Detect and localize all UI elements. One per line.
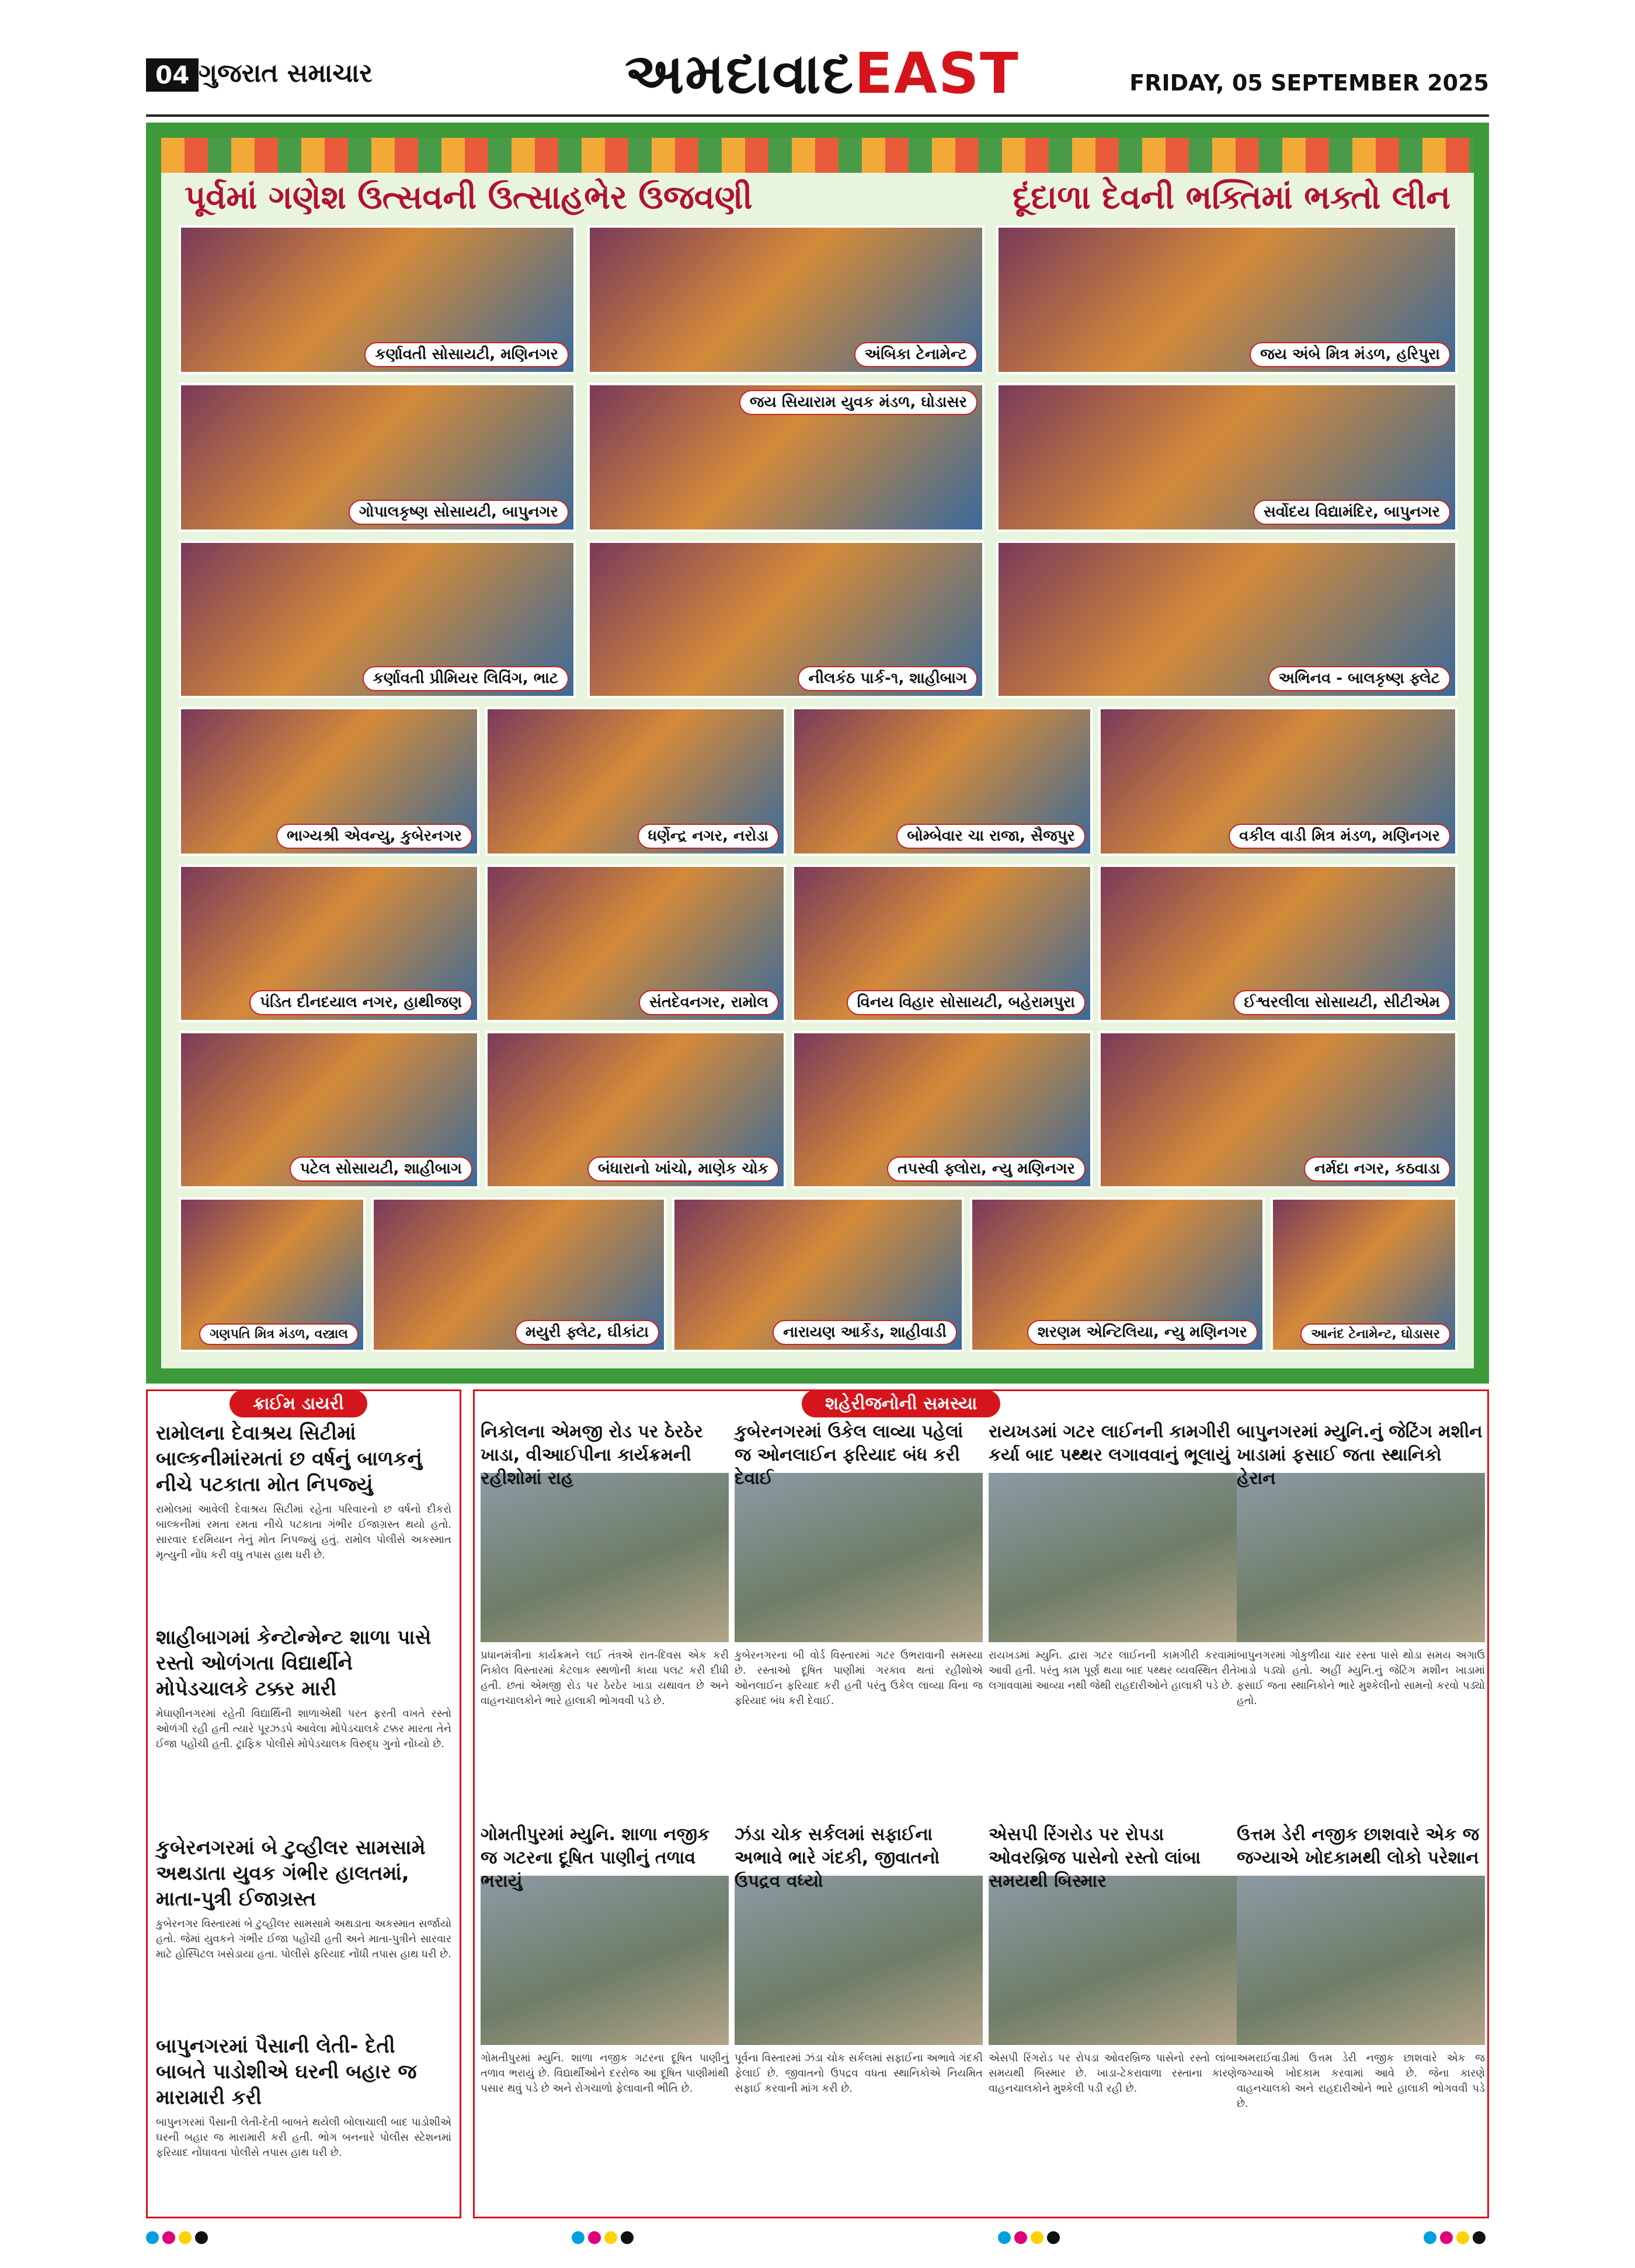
photo-card [587,225,985,374]
photo-card [970,1197,1265,1352]
photo-caption: અંબિકા ટેનામેન્ટ [854,342,977,367]
story-body: રામોલમાં આવેલી દેવાશ્રય સિટીમાં રહેતા પરિવારનો છ વર્ષનો દીકરો બાલ્કનીમાં રમતા રમતા નીચે પટકાતા ગંભીર ઈજાગ્રસ્ત થયો હતો. સારવાર દરમિયાન તેનું મોત નિપજ્યું હતું. રામોલ પોલીસે અકસ્માત મૃત્યુની નોંધ કરી વધુ તપાસ હાથ ધરી છે. [156,1503,451,1561]
crime-story [156,1835,451,1962]
magenta-dot-icon [1014,2231,1027,2244]
news-section [146,1389,1489,2218]
photo-card [485,707,786,856]
photo-caption: કર્ણાવતી પ્રીમિયર લિવિંગ, ભાટ [363,666,569,691]
card-photo [1237,1473,1485,1642]
magenta-dot-icon [162,2231,175,2244]
photo-card [485,865,786,1022]
photo-card [1271,1197,1457,1352]
photo-card [996,383,1457,532]
photo-card [1098,1031,1457,1189]
edition-east: EAST [854,41,1020,106]
card-photo [481,1876,729,2045]
reg-mark-group [572,2231,637,2246]
photo-caption: જય અંબે મિત્ર મંડળ, હરિપુરા [1250,342,1450,367]
photo-card [179,1197,366,1352]
card-photo [989,1473,1237,1642]
photo-caption: ગણપતિ મિત્ર મંડળ, વસ્ત્રાલ [199,1323,359,1345]
photo-card [996,541,1457,698]
yellow-dot-icon [1456,2231,1469,2244]
card-photo [481,1473,729,1642]
yellow-dot-icon [1031,2231,1043,2244]
story-headline: કુબેરનગરમાં બે ટુવ્હીલર સામસામે અથડાતા યુવક ગંભીર હાલતમાં, માતા-પુત્રી ઈજાગ્રસ્ત [156,1836,426,1911]
photo-caption: સર્વોદય વિદ્યામંદિર, બાપુનગર [1253,500,1450,525]
card-headline: નિકોલના એમજી રોડ પર ઠેરઠેર ખાડા, વીઆઈપીના કાર્યક્રમની રહીશોમાં રાહ [481,1422,703,1489]
edition-guj: અમદાવાદ [625,41,855,106]
card-body: રાયખડમાં મ્યુનિ. દ્વારા ગટર લાઈનની કામગીરી કરવામાં આવી હતી. પરંતુ કામ પૂર્ણ થયા બાદ પથ્થર વ્યવસ્થિત રીતે લગાવવામાં આવ્યા નથી જેથી રાહદારીઓને હાલાકી પડે છે. [989,1649,1237,1692]
photo-caption: જય સિયારામ યુવક મંડળ, ઘોડાસર [739,390,977,415]
cyan-dot-icon [1424,2231,1436,2244]
photo-caption: ધર્ણેન્દ્ર નગર, નરોડા [638,824,779,849]
card-body: કુબેરનગરના બી વોર્ડ વિસ્તારમાં ગટર ઉભરાવાની સમસ્યા છે. રસ્તાઓ દૂષિત પાણીમાં ગરકાવ થતાં રહીશોએ ઓનલાઈન ફરિયાદ કરી હતી પરંતુ ઉકેલ લાવ્યા વિના જ ફરિયાદ બંધ કરી દેવાઈ. [735,1649,983,1707]
photo-card [179,865,479,1022]
civic-card [735,1823,983,2096]
civic-issues-tag: શહેરીજનોની સમસ્યા [802,1390,1000,1417]
card-body: એસપી રિંગરોડ પર રોપડા ઓવરબ્રિજ પાસેનો રસ્તો લાંબા સમયથી બિસ્માર છે. ખાડા-ટેકરાવાળા રસ્તાના કારણે વાહનચાલકોને મુશ્કેલી પડી રહી છે. [989,2052,1237,2095]
crime-story [156,2033,451,2161]
photo-caption: આનંદ ટેનામેન્ટ, ઘોડાસર [1300,1323,1450,1345]
photo-card [179,383,576,532]
photo-card [672,1197,964,1352]
story-headline: શાહીબાગમાં કેન્ટોન્મેન્ટ શાળા પાસે રસ્તો ઓળંગતા વિદ્યાર્થીને મોપેડચાલકે ટક્કર મારી [156,1626,432,1701]
civic-card [735,1420,983,1709]
yellow-dot-icon [179,2231,192,2244]
photo-caption: નીલકંઠ પાર્ક-૧, શાહીબાગ [798,666,977,691]
photo-card [587,541,985,698]
flower-garland-decoration [161,138,1474,173]
reg-mark-group [146,2231,211,2246]
photo-card [179,1031,479,1189]
photo-caption: નર્મદા નગર, કઠવાડા [1304,1156,1450,1182]
card-headline: કુબેરનગરમાં ઉકેલ લાવ્યા પહેલાં જ ઓનલાઈન ફરિયાદ બંધ કરી દેવાઈ [735,1422,963,1489]
card-body: ગોમતીપુરમાં મ્યુનિ. શાળા નજીક ગટરના દૂષિત પાણીનું તળાવ ભરાયું છે. વિદ્યાર્થીઓને દરરોજ આ દૂષિત પાણીમાંથી પસાર થવું પડે છે અને રોગચાળો ફેલાવાની ભીતિ છે. [481,2052,729,2095]
black-dot-icon [1047,2231,1060,2244]
photo-caption: પટેલ સોસાયટી, શાહીબાગ [290,1156,472,1182]
card-photo [989,1876,1237,2045]
festival-headline-left: પૂર્વમાં ગણેશ ઉત્સવની ઉત્સાહભેર ઉજવણી [185,179,753,217]
festival-photo-section [146,123,1489,1384]
card-headline: ઝંડા ચોક સર્કલમાં સફાઈના અભાવે ભારે ગંદકી, જીવાતનો ઉપદ્રવ વધ્યો [735,1824,940,1891]
crime-diary-tag: ક્રાઈમ ડાયરી [229,1390,367,1417]
photo-card [792,865,1093,1022]
photo-card [485,1031,786,1189]
story-body: બાપુનગરમાં પૈસાની લેતી-દેતી બાબતે થયેલી બોલાચાલી બાદ પાડોશીએ ઘરની બહાર જ મારામારી કરી હતી. ભોગ બનનારે પોલીસ સ્ટેશનમાં ફરિયાદ નોંધાવતા પોલીસે તપાસ હાથ ધરી છે. [156,2116,451,2159]
yellow-dot-icon [604,2231,617,2244]
photo-card [179,707,479,856]
photo-caption: ગોપાલકૃષ્ણ સોસાયટી, બાપુનગર [349,500,569,525]
story-headline: રામોલના દેવાશ્રય સિટીમાં બાલ્કનીમાંરમતાં છ વર્ષનું બાળકનું નીચે પટકાતા મોત નિપજ્યું [156,1422,422,1496]
crime-diary-column [146,1389,461,2218]
photo-card [179,541,576,698]
photo-caption: શરણમ એન્ટિલિયા, ન્યુ મણિનગર [1027,1320,1258,1345]
story-body: મેઘાણીનગરમાં રહેતી વિદ્યાર્થિની શાળાએથી પરત ફરતી વખતે રસ્તો ઓળંગી રહી હતી ત્યારે પૂરઝડપે આવેલા મોપેડચાલકે ટક્કર મારતા તેને ઈજા પહોંચી હતી. ટ્રાફિક પોલીસે મોપેડચાલક વિરુદ્ધ ગુનો નોંધ્યો છે. [156,1708,451,1750]
photo-card [371,1197,666,1352]
card-headline: ગોમતીપુરમાં મ્યુનિ. શાળા નજીક જ ગટરના દૂષિત પાણીનું તળાવ ભરાયું [481,1824,710,1891]
civic-card [1237,1420,1485,1709]
crime-story [156,1420,451,1563]
card-body: પૂર્વના વિસ્તારમાં ઝંડા ચોક સર્કલમાં સફાઈના અભાવે ગંદકી ફેલાઈ છે. જીવાતનો ઉપદ્રવ વધતા સ્થાનિકોએ નિયમિત સફાઈ કરવાની માંગ કરી છે. [735,2052,983,2095]
cyan-dot-icon [146,2231,159,2244]
card-body: બાપુનગરમાં ગોકુળીયા ચાર રસ્તા પાસે થોડા સમય અગાઉ ખાડો પડ્યો હતો. અહીં મ્યુનિ.નું જેટિંગ મશીન ખાડામાં ફસાઈ જતા સ્થાનિકોને ભારે મુશ્કેલીનો સામનો કરવો પડ્યો હતો. [1237,1649,1485,1707]
cyan-dot-icon [998,2231,1011,2244]
photo-caption: ભાગ્યશ્રી એવન્યુ, કુબેરનગર [276,824,472,849]
photo-caption: વિનય વિહાર સોસાયટી, બહેરામપુરા [847,990,1086,1015]
card-photo [735,1876,983,2045]
civic-card [481,1420,729,1709]
civic-card [1237,1823,1485,2112]
cyan-dot-icon [572,2231,585,2244]
crime-story [156,1625,451,1752]
photo-card [587,383,985,532]
registration-marks [146,2230,1489,2248]
masthead [146,35,1489,117]
photo-caption: વકીલ વાડી મિત્ર મંડળ, મણિનગર [1229,824,1450,849]
photo-caption: નારાયણ આર્કેડ, શાહીવાડી [773,1320,957,1345]
photo-card [179,225,576,374]
civic-card [989,1823,1237,2096]
photo-card [792,1031,1093,1189]
photo-caption: મયુરી ફ્લેટ, ઘીકાંટા [515,1320,659,1345]
photo-caption: ઈશ્વરલીલા સોસાયટી, સીટીએમ [1233,990,1450,1015]
card-body: પ્રધાનમંત્રીના કાર્યક્રમને લઈ તંત્રએ રાત-દિવસ એક કરી નિકોલ વિસ્તારમાં કેટલાક સ્થળોની કાયા પલટ કરી દીધી હતી. છતાં એમજી રોડ પર ઠેરઠેર ખાડા યથાવત છે અને વાહનચાલકોને ભારે હાલાકી ભોગવવી પડે છે. [481,1649,729,1707]
photo-caption: અભિનવ - બાલકૃષ્ણ ફ્લેટ [1268,666,1450,691]
card-photo [735,1473,983,1642]
civic-card [481,1823,729,2096]
black-dot-icon [1473,2231,1486,2244]
civic-card [989,1420,1237,1694]
card-body: અમરાઈવાડીમાં ઉત્તમ ડેરી નજીક છાશવારે એક જ જગ્યાએ ખોદકામ કરવામાં આવે છે. જેના કારણે વાહનચાલકો અને રાહદારીઓને ભારે હાલાકી ભોગવવી પડે છે. [1237,2052,1485,2110]
card-photo [1237,1876,1485,2045]
photo-caption: સંતદેવનગર, રામોલ [639,990,779,1015]
photo-caption: કર્ણાવતી સોસાયટી, મણિનગર [364,342,569,367]
photo-card [1098,865,1457,1022]
story-body: કુબેરનગર વિસ્તારમાં બે ટુવ્હીલર સામસામે અથડાતા અકસ્માત સર્જાયો હતો. જેમાં યુવકને ગંભીર ઈજા પહોંચી હતી અને માતા-પુત્રીને સારવાર માટે હોસ્પિટલ ખસેડાયા હતા. પોલીસે ફરિયાદ નોંધી તપાસ હાથ ધરી છે. [156,1918,451,1960]
card-headline: ઉત્તમ ડેરી નજીક છાશવારે એક જ જગ્યાએ ખોદકામથી લોકો પરેશાન [1237,1824,1480,1868]
reg-mark-group [1424,2231,1489,2246]
card-headline: રાયખડમાં ગટર લાઈનની કામગીરી કર્યા બાદ પથ્થર લગાવવાનું ભૂલાયું [989,1422,1231,1465]
civic-issues-section [473,1389,1489,2218]
paper-name: ગુજરાત સમાચાર [199,58,373,88]
black-dot-icon [195,2231,208,2244]
black-dot-icon [621,2231,634,2244]
page-number: 04 [146,58,199,92]
card-headline: બાપુનગરમાં મ્યુનિ.નું જેટિંગ મશીન ખાડામાં ફસાઈ જતા સ્થાનિકો હેરાન [1237,1422,1483,1489]
photo-card [792,707,1093,856]
issue-date: FRIDAY, 05 SEPTEMBER 2025 [1129,70,1489,96]
photo-caption: પંડિત દીનદયાલ નગર, હાથીજણ [249,990,472,1015]
magenta-dot-icon [588,2231,601,2244]
card-headline: એસપી રિંગરોડ પર રોપડા ઓવરબ્રિજ પાસેનો રસ્તો લાંબા સમયથી બિસ્માર [989,1824,1201,1891]
story-headline: બાપુનગરમાં પૈસાની લેતી- દેતી બાબતે પાડોશીએ ઘરની બહાર જ મારામારી કરી [156,2034,417,2109]
photo-caption: બંધારાનો ખાંચો, માણેક ચોક [587,1156,779,1182]
magenta-dot-icon [1440,2231,1453,2244]
photo-caption: બોમ્બેવાર ચા રાજા, સૈજપુર [896,824,1086,849]
festival-headline-right: દૂંદાળા દેવની ભક્તિમાં ભક્તો લીન [1012,179,1450,217]
photo-card [996,225,1457,374]
reg-mark-group [998,2231,1063,2246]
edition-title [625,41,1020,107]
photo-caption: તપસ્વી ફ્લોરા, ન્યુ મણિનગર [887,1156,1086,1182]
photo-card [1098,707,1457,856]
